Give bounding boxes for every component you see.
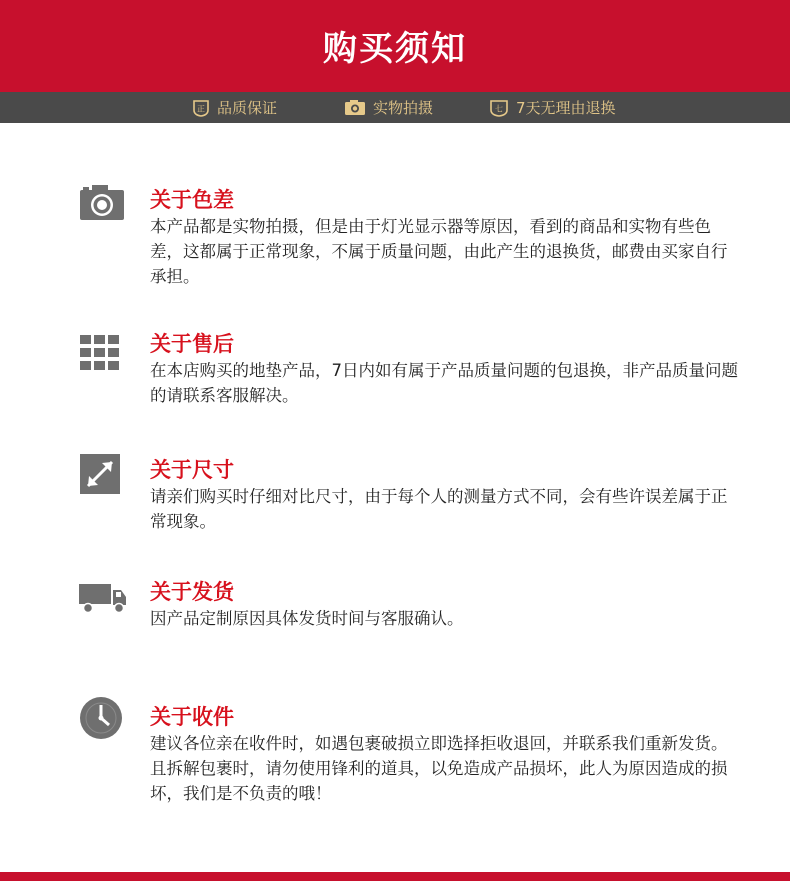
resize-arrow-icon [78, 452, 126, 500]
badge-label: 实物拍摄 [373, 99, 434, 117]
svg-text:七: 七 [495, 104, 503, 113]
badge-label: 品质保证 [217, 99, 278, 117]
camera-icon [78, 182, 126, 230]
header-banner [0, 0, 790, 92]
badge-real-photo [344, 92, 433, 123]
section-title: 关于发货 [150, 580, 234, 604]
section-title: 关于收件 [150, 705, 234, 729]
section-title: 关于售后 [150, 332, 234, 356]
return-7day-icon [489, 99, 509, 117]
clock-icon [78, 695, 126, 743]
section-body: 在本店购买的地垫产品，7日内如有属于产品质量问题的包退换，非产品质量问题的请联系客服解决。 [150, 361, 738, 405]
section-body: 建议各位亲在收件时，如遇包裹破损立即选择拒收退回，并联系我们重新发货。且拆解包裹时，请勿使用锋利的道具，以免造成产品损坏，此人为原因造成的损坏，我们是不负责的哦！ [150, 734, 728, 803]
quality-shield-icon [192, 99, 210, 117]
section-title: 关于尺寸 [150, 458, 234, 482]
delivery-truck-icon [78, 581, 126, 629]
camera-icon [344, 99, 366, 116]
badge-quality [192, 92, 277, 123]
page-title: 购买须知 [323, 29, 467, 69]
footer-bar [0, 872, 790, 881]
section-body: 本产品都是实物拍摄，但是由于灯光显示器等原因，看到的商品和实物有些色差，这都属于正常现象，不属于质量问题，由此产生的退换货，邮费由买家自行承担。 [150, 217, 728, 286]
grid-icon [78, 333, 126, 381]
guarantee-bar [0, 92, 790, 123]
svg-text:正: 正 [197, 104, 205, 113]
section-title: 关于色差 [150, 188, 234, 212]
section-body: 因产品定制原因具体发货时间与客服确认。 [150, 609, 464, 628]
section-body: 请亲们购买时仔细对比尺寸，由于每个人的测量方式不同，会有些许误差属于正常现象。 [150, 487, 728, 531]
badge-label: 7天无理由退换 [516, 99, 616, 117]
badge-7day-return [489, 92, 616, 123]
